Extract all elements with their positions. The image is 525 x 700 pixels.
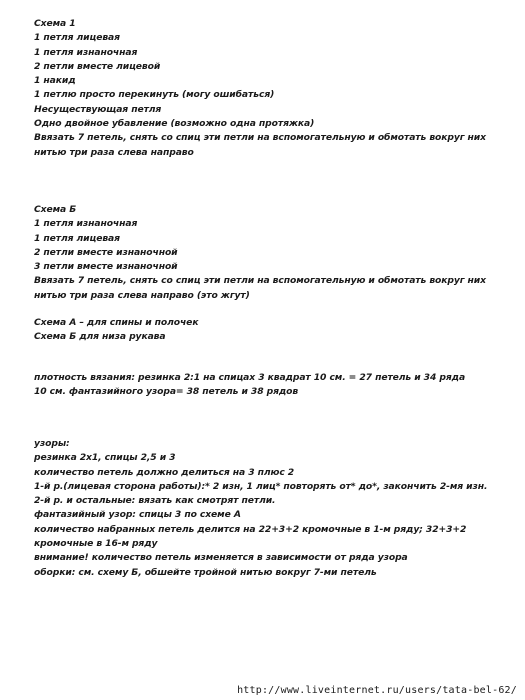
scheme-1-line: 2 петли вместе лицевой	[34, 60, 161, 72]
patterns-line: внимание! количество петель изменяется в зависимости от ряда узора	[34, 552, 408, 564]
scheme-1-line: Одно двойное убавление (возможно одна протяжка)	[34, 118, 315, 130]
scheme-b-line: 1 петля лицевая	[34, 232, 120, 244]
scheme-1-section	[34, 17, 504, 160]
scheme-b-section	[34, 203, 504, 303]
scheme-1-line: Ввязать 7 петель, снять со спиц эти петли на вспомогательную и обмотать вокруг них	[34, 132, 486, 144]
scheme-1-line: 1 петля изнаночная	[34, 46, 138, 58]
usage-line: Схема Б для низа рукава	[34, 331, 166, 343]
patterns-section	[34, 437, 504, 580]
patterns-line: 1-й р.(лицевая сторона работы):* 2 изн, 1 лиц* повторять от* до*, закончить 2-мя изн.	[34, 480, 488, 492]
scheme-1-line: нитью три раза слева направо	[34, 146, 194, 158]
scheme-1-line: 1 петлю просто перекинуть (могу ошибаться)	[34, 89, 275, 101]
usage-line: Схема А – для спины и полочек	[34, 317, 199, 328]
scheme-b-line: нитью три раза слева направо (это жгут)	[34, 289, 250, 301]
density-line: 10 см. фантазийного узора= 38 петель и 38 рядов	[34, 386, 299, 398]
scheme-1-line: Несуществующая петля	[34, 103, 162, 115]
scheme-usage-section	[34, 316, 504, 345]
source-url: http://www.liveinternet.ru/users/tata-bel-62/	[237, 685, 517, 696]
scheme-b-line: 3 петли вместе изнаночной	[34, 261, 178, 273]
scheme-b-line: 2 петли вместе изнаночной	[34, 246, 178, 258]
patterns-line: резинка 2х1, спицы 2,5 и 3	[34, 452, 176, 464]
patterns-line: количество набранных петель делится на 22+3+2 кромочные в 1-м ряду; 32+3+2	[34, 523, 467, 535]
scheme-b-line: Ввязать 7 петель, снять со спиц эти петли на вспомогательную и обмотать вокруг них	[34, 275, 486, 287]
patterns-line: фантазийный узор: спицы 3 по схеме А	[34, 509, 241, 521]
scheme-1-title: Схема 1	[34, 18, 76, 29]
density-line: плотность вязания: резинка 2:1 на спицах 3 квадрат 10 см. = 27 петель и 34 ряда	[34, 372, 466, 383]
scheme-1-line: 1 петля лицевая	[34, 32, 120, 44]
patterns-line: кромочные в 16-м ряду	[34, 538, 158, 550]
patterns-line: количество петель должно делиться на 3 плюс 2	[34, 466, 295, 478]
patterns-title: узоры:	[34, 438, 70, 449]
density-section	[34, 371, 504, 400]
scheme-1-line: 1 накид	[34, 75, 76, 87]
patterns-line: 2-й р. и остальные: вязать как смотрят петли.	[34, 495, 276, 507]
scheme-b-line: 1 петля изнаночная	[34, 218, 138, 230]
scheme-b-title: Схема Б	[34, 204, 77, 215]
patterns-line: оборки: см. схему Б, обшейте тройной нитью вокруг 7-ми петель	[34, 566, 377, 578]
